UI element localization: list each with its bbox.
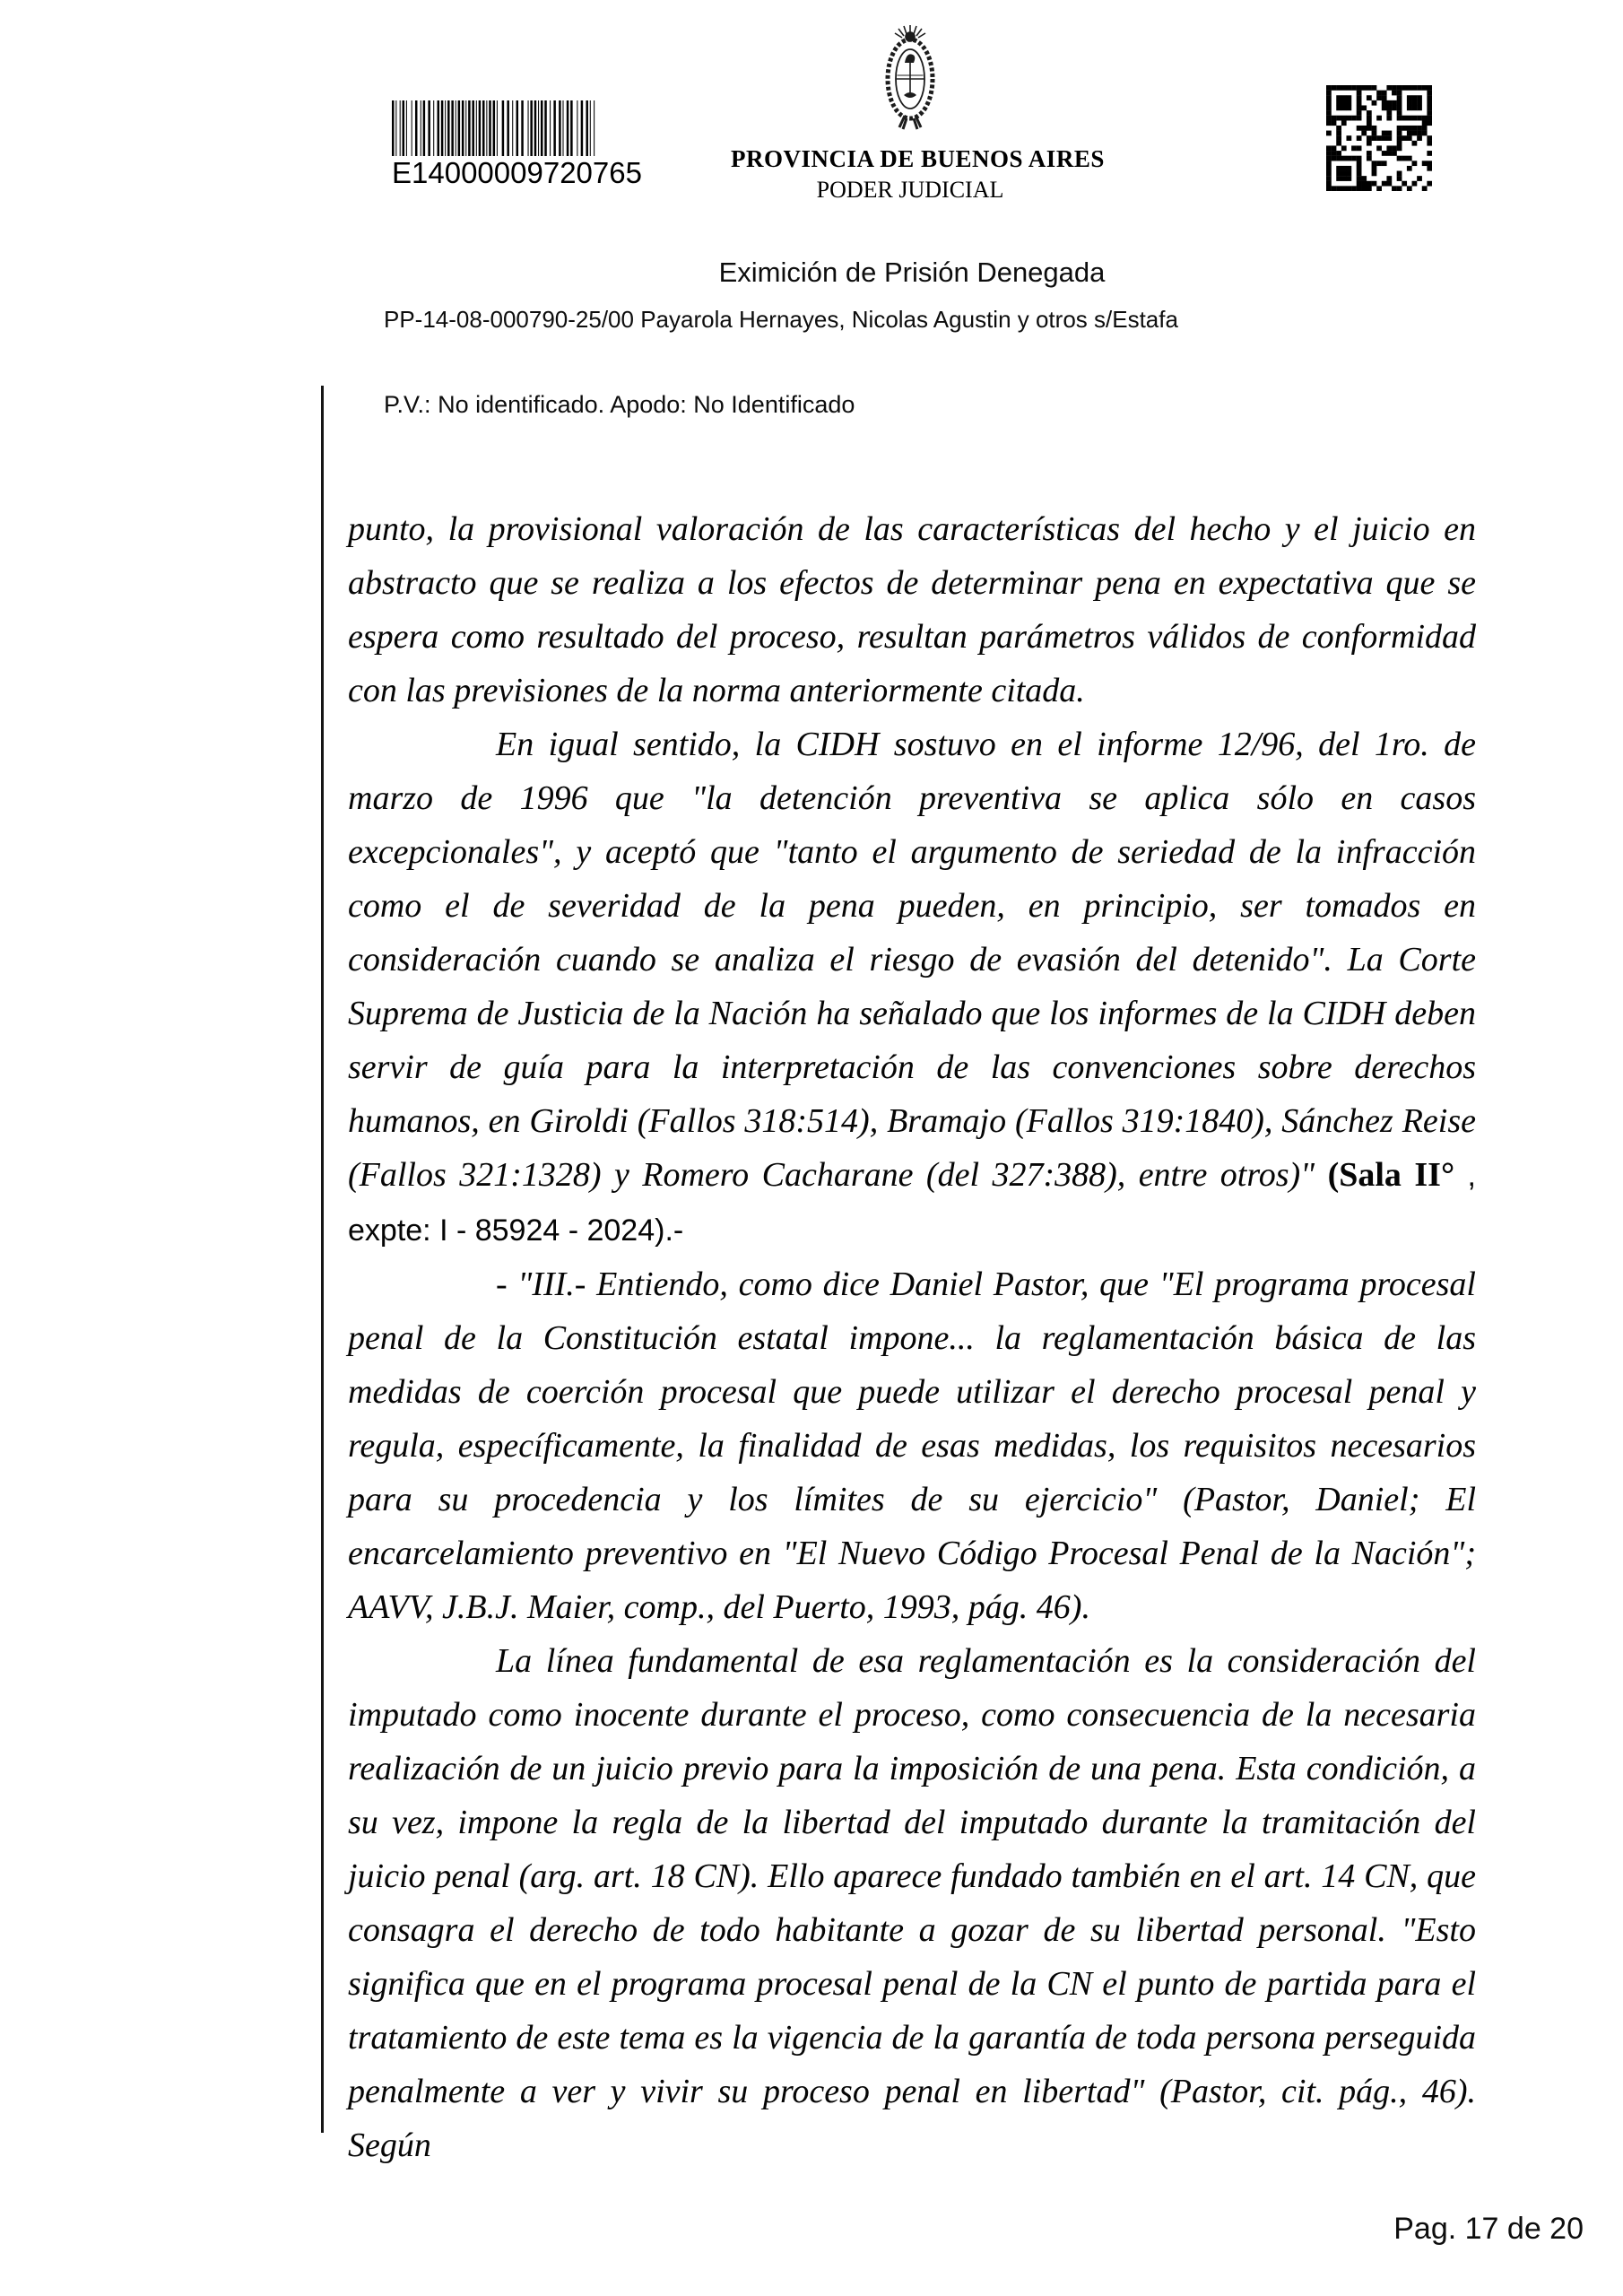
- left-margin-rule: [321, 386, 324, 2133]
- body-text-segment: En igual sentido, la CIDH sostuvo en el informe 12/96, del 1ro. de marzo de 1996 que "la detención preventiva se aplica sólo en casos excepcionales", y aceptó que "tanto el argumento de seriedad de la infracción como el de severidad de la pena pueden, en principio, ser tomados en consideración cuando se analiza el riesgo de evasión del detenido". La Corte Suprema de Justicia de la Nación ha señalado que los informes de la CIDH deben servir de guía para la interpretación de las convenciones sobre derechos humanos, en Giroldi (Fallos 318:514), Bramajo (Fallos 319:1840), Sánchez Reise (Fallos 321:1328) y Romero Cacharane (del 327:388), entre otros)": [348, 726, 1476, 1194]
- barcode-image: [392, 100, 596, 156]
- body-paragraph: [348, 1257, 1476, 1634]
- page-number: Pag. 17 de 20: [1393, 2212, 1584, 2246]
- body-text: [348, 502, 1476, 2172]
- body-paragraph: [348, 1634, 1476, 2172]
- barcode-value: E14000009720765: [392, 156, 642, 189]
- body-text-segment: - "III.- Entiendo, como dice Daniel Pastor, que "El programa procesal penal de la Constitución estatal impone... la reglamentación básica de las medidas de coerción procesal que puede utilizar el derecho procesal penal y regula, específicamente, la finalidad de esas medidas, los requisitos necesarios para su procedencia y los límites de su ejercicio" (Pastor, Daniel; El encarcelamiento preventivo en "El Nuevo Código Procesal Penal de la Nación"; AAVV, J.B.J. Maier, comp., del Puerto, 1993, pág. 46).: [348, 1265, 1476, 1626]
- org-block: [731, 23, 1105, 203]
- body-text-segment: punto, la provisional valoración de las características del hecho y el juicio en abstracto que se realiza a los efectos de determinar pena en expectativa que se espera como resultado del proceso, resultan parámetros válidos de conformidad con las previsiones de la norma anteriormente citada.: [348, 510, 1476, 709]
- body-text-segment: , expte: I - 85924 - 2024).-: [348, 1159, 1476, 1248]
- org-name: PROVINCIA DE BUENOS AIRES: [731, 145, 1105, 172]
- qr-code-image: [1326, 85, 1432, 191]
- case-caption-line: PP-14-08-000790-25/00 Payarola Hernayes, Nicolas Agustin y otros s/Estafa: [384, 306, 1178, 333]
- body-text-segment: La línea fundamental de esa reglamentación es la consideración del imputado como inocente durante el proceso, como consecuencia de la necesaria realización de un juicio previo para la imposición de una pena. Esta condición, a su vez, impone la regla de la libertad del imputado durante la tramitación del juicio penal (arg. art. 18 CN). Ello aparece fundado también en el art. 14 CN, que consagra el derecho de todo habitante a gozar de su libertad personal. "Esto significa que en el programa procesal penal de la CN el punto de partida para el tratamiento de este tema es la vigencia de la garantía de toda persona perseguida penalmente a ver y vivir su proceso penal en libertad" (Pastor, cit. pág., 46). Según: [348, 1642, 1476, 2164]
- barcode-block: [392, 100, 642, 189]
- org-subname: PODER JUDICIAL: [816, 177, 1004, 203]
- body-paragraph: [348, 718, 1476, 1257]
- coat-of-arms-icon: [874, 23, 946, 135]
- document-title: Eximición de Prisión Denegada: [718, 257, 1106, 288]
- body-text-segment: (Sala II°: [1327, 1156, 1455, 1194]
- qr-block: [1326, 85, 1432, 196]
- pv-line: P.V.: No identificado. Apodo: No Identificado: [384, 391, 855, 418]
- body-paragraph: [348, 502, 1476, 718]
